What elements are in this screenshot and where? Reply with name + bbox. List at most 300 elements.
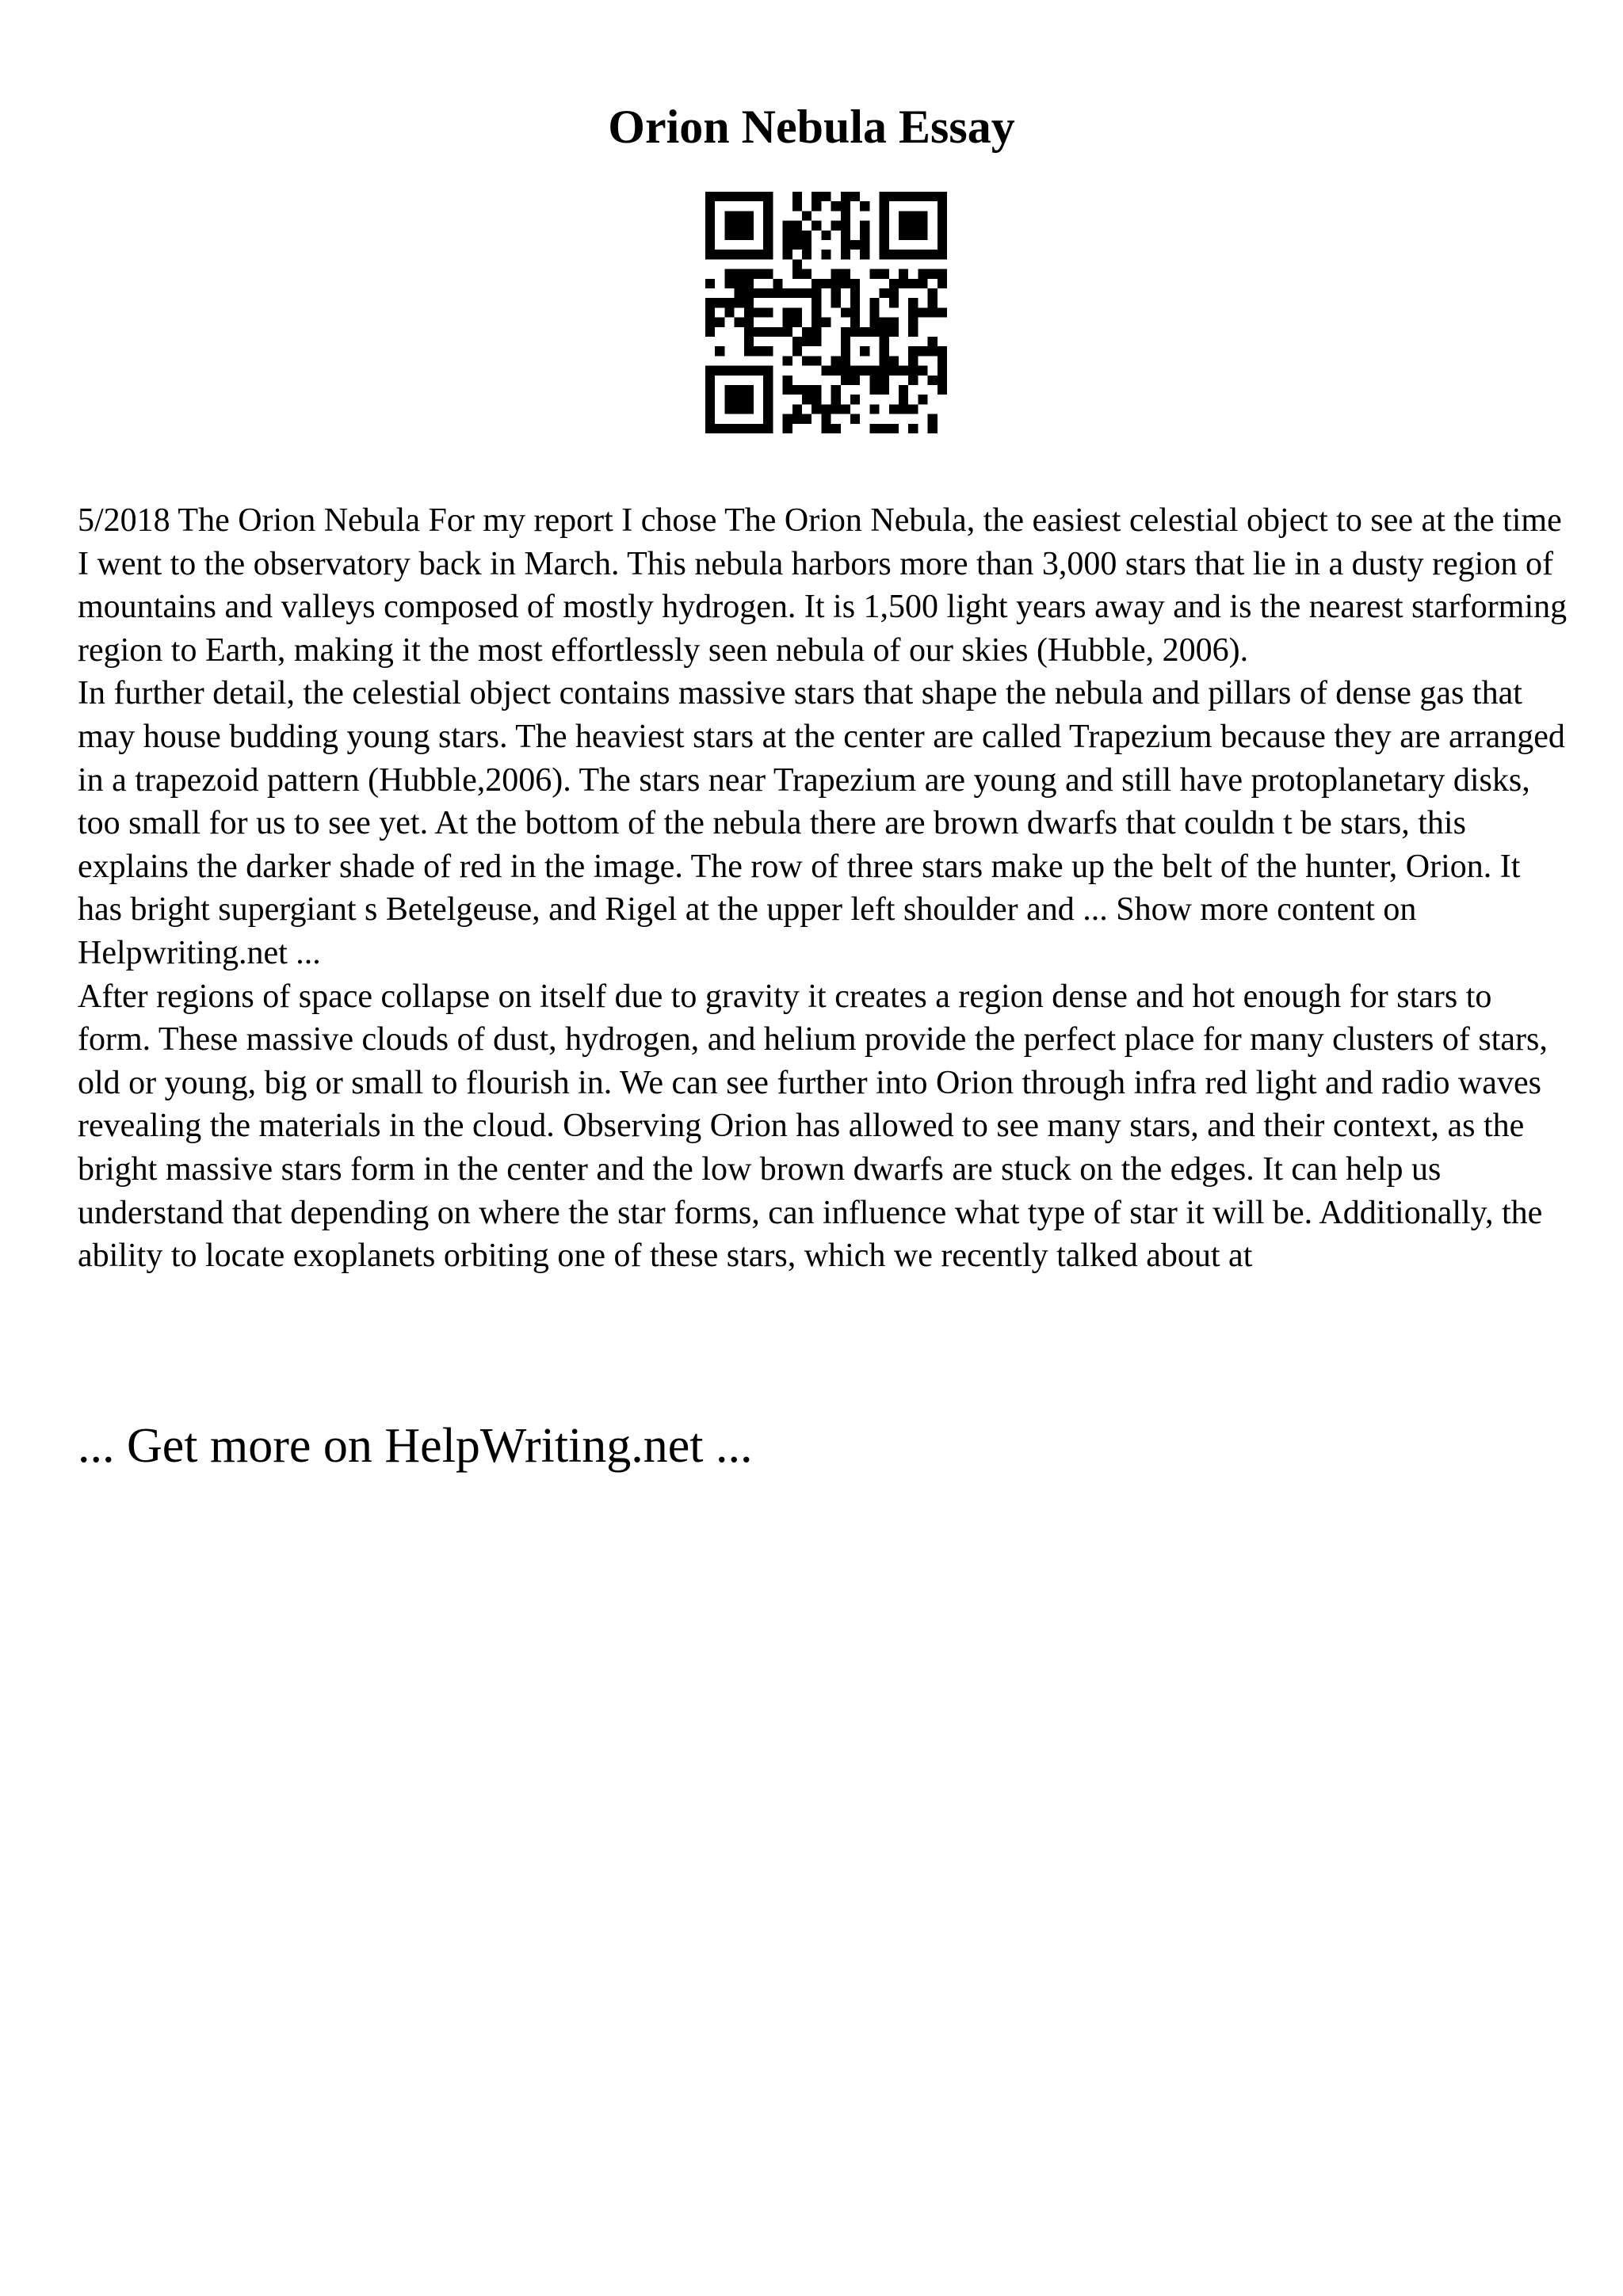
qr-module [744, 307, 754, 317]
qr-module [812, 221, 821, 231]
qr-module [928, 192, 938, 201]
qr-module [792, 240, 802, 250]
qr-module [938, 192, 947, 201]
qr-module [724, 298, 734, 307]
qr-module [880, 327, 889, 337]
qr-module [850, 414, 860, 424]
qr-module [850, 288, 860, 298]
qr-module [773, 327, 782, 337]
qr-module [850, 240, 860, 250]
qr-module [812, 318, 821, 327]
qr-module [735, 250, 744, 259]
qr-module [754, 346, 763, 356]
qr-module [715, 192, 724, 201]
qr-module [889, 250, 899, 259]
qr-module [735, 424, 744, 433]
qr-module [889, 424, 899, 433]
qr-module [744, 288, 754, 298]
qr-module [744, 250, 754, 259]
qr-module [880, 269, 889, 279]
qr-module [821, 366, 831, 376]
qr-module [889, 327, 899, 337]
qr-module [938, 307, 947, 317]
qr-module [880, 192, 889, 201]
qr-module [850, 307, 860, 317]
qr-module [705, 211, 715, 220]
qr-code-icon[interactable] [705, 192, 947, 433]
qr-module [783, 250, 792, 259]
qr-module [724, 395, 734, 404]
qr-module [908, 327, 918, 337]
qr-module [783, 240, 792, 250]
qr-module [735, 395, 744, 404]
qr-module [918, 366, 927, 376]
qr-module [850, 366, 860, 376]
qr-module [812, 356, 821, 365]
qr-module [860, 231, 869, 240]
qr-module [908, 356, 918, 365]
qr-module [938, 279, 947, 288]
qr-module [802, 231, 812, 240]
qr-module [724, 404, 734, 414]
qr-module [763, 385, 773, 395]
qr-module [724, 366, 734, 376]
qr-module [812, 192, 821, 201]
qr-module [705, 385, 715, 395]
qr-module [869, 269, 879, 279]
qr-module [705, 414, 715, 424]
qr-module [860, 366, 869, 376]
qr-module [841, 211, 850, 220]
qr-module [821, 404, 831, 414]
qr-module [792, 318, 802, 327]
qr-module [812, 307, 821, 317]
qr-module [831, 366, 841, 376]
qr-module [754, 288, 763, 298]
qr-module [841, 404, 850, 414]
qr-module [860, 327, 869, 337]
qr-module [763, 307, 773, 317]
qr-module [938, 366, 947, 376]
qr-module [841, 231, 850, 240]
qr-module [802, 288, 812, 298]
qr-module [938, 211, 947, 220]
qr-module [715, 346, 724, 356]
qr-module [908, 231, 918, 240]
qr-module [705, 376, 715, 385]
qr-module [860, 240, 869, 250]
qr-module [744, 231, 754, 240]
qr-module [821, 424, 831, 433]
qr-module [812, 385, 821, 395]
qr-module [821, 250, 831, 259]
qr-module [763, 414, 773, 424]
qr-module [899, 395, 908, 404]
qr-module [831, 221, 841, 231]
qr-module [735, 231, 744, 240]
qr-module [938, 376, 947, 385]
qr-module [860, 201, 869, 211]
qr-module [735, 211, 744, 220]
qr-module [928, 307, 938, 317]
qr-module [802, 269, 812, 279]
qr-module [938, 221, 947, 231]
qr-module [705, 250, 715, 259]
qr-module [841, 279, 850, 288]
qr-module [783, 385, 792, 395]
qr-module [869, 298, 879, 307]
qr-module [880, 211, 889, 220]
qr-module [850, 192, 860, 201]
qr-module [928, 250, 938, 259]
qr-module [763, 346, 773, 356]
qr-module [735, 269, 744, 279]
qr-module [918, 279, 927, 288]
qr-module [763, 395, 773, 404]
qr-module [918, 307, 927, 317]
qr-module [889, 356, 899, 365]
qr-module [783, 376, 792, 385]
qr-module [889, 404, 899, 414]
qr-module [831, 201, 841, 211]
qr-module [812, 404, 821, 414]
qr-module [802, 356, 812, 365]
qr-module [850, 298, 860, 307]
qr-module [735, 298, 744, 307]
qr-module [880, 356, 889, 365]
qr-module [705, 298, 715, 307]
qr-module [783, 221, 792, 231]
qr-module [792, 337, 802, 346]
qr-module [899, 404, 908, 414]
qr-module [744, 298, 754, 307]
qr-module [792, 404, 802, 414]
qr-module [792, 269, 802, 279]
qr-module [754, 327, 763, 337]
qr-module [802, 337, 812, 346]
qr-module [763, 327, 773, 337]
qr-module [783, 424, 792, 433]
qr-module [724, 307, 734, 317]
qr-module [831, 395, 841, 404]
qr-module [802, 250, 812, 259]
qr-module [744, 366, 754, 376]
qr-module [705, 318, 715, 327]
qr-module [889, 279, 899, 288]
qr-module [841, 201, 850, 211]
qr-module [908, 346, 918, 356]
qr-module [792, 192, 802, 201]
qr-module [908, 221, 918, 231]
qr-module [850, 327, 860, 337]
qr-module [841, 240, 850, 250]
qr-module [908, 424, 918, 433]
qr-module [889, 298, 899, 307]
qr-module [880, 337, 889, 346]
document-title: Orion Nebula Essay [608, 101, 1015, 153]
qr-module [889, 288, 899, 298]
qr-module [724, 192, 734, 201]
qr-module [754, 192, 763, 201]
qr-module [735, 385, 744, 395]
get-more-link[interactable]: ... Get more on HelpWriting.net ... [78, 1419, 753, 1473]
essay-body [78, 499, 1568, 1278]
qr-module [821, 231, 831, 240]
qr-module [850, 395, 860, 404]
qr-module [880, 221, 889, 231]
qr-module [705, 327, 715, 337]
qr-module [899, 269, 908, 279]
qr-module [744, 211, 754, 220]
qr-module [880, 346, 889, 356]
qr-module [744, 337, 754, 346]
qr-module [802, 327, 812, 337]
qr-module [938, 250, 947, 259]
qr-module [841, 269, 850, 279]
qr-module [928, 346, 938, 356]
qr-module [841, 307, 850, 317]
qr-module [773, 288, 782, 298]
qr-module [763, 404, 773, 414]
qr-module [918, 250, 927, 259]
qr-module [744, 192, 754, 201]
qr-module [889, 318, 899, 327]
qr-module [715, 424, 724, 433]
qr-module [744, 404, 754, 414]
qr-module [783, 307, 792, 317]
qr-module [899, 221, 908, 231]
qr-module [735, 279, 744, 288]
qr-module [889, 366, 899, 376]
qr-module [763, 376, 773, 385]
qr-module [724, 279, 734, 288]
qr-module [880, 231, 889, 240]
qr-module [812, 337, 821, 346]
qr-module [763, 269, 773, 279]
qr-module [880, 288, 889, 298]
qr-module [792, 385, 802, 395]
qr-module [880, 424, 889, 433]
qr-module [938, 346, 947, 356]
qr-module [899, 231, 908, 240]
qr-module [928, 337, 938, 346]
qr-module [918, 211, 927, 220]
qr-module [918, 192, 927, 201]
qr-module [705, 231, 715, 240]
qr-module [744, 395, 754, 404]
qr-module [735, 366, 744, 376]
qr-module [908, 250, 918, 259]
qr-module [938, 269, 947, 279]
qr-module [869, 366, 879, 376]
qr-module [763, 231, 773, 240]
qr-module [763, 192, 773, 201]
qr-module [705, 279, 715, 288]
qr-module [841, 327, 850, 337]
qr-module [763, 250, 773, 259]
qr-module [705, 424, 715, 433]
qr-module [928, 424, 938, 433]
qr-module [735, 192, 744, 201]
qr-module [744, 327, 754, 337]
qr-module [724, 269, 734, 279]
qr-module [850, 279, 860, 288]
qr-module [899, 250, 908, 259]
qr-module [754, 366, 763, 376]
qr-module [889, 192, 899, 201]
qr-module [744, 318, 754, 327]
qr-module [860, 250, 869, 259]
essay-paragraph-3: After regions of space collapse on itself due to gravity it creates a region dense and hot enough for stars to form. These massive clouds of dust, hydrogen, and helium provide the perfect place for many clusters of stars, old or young, big or small to flourish in. We can see further into Orion through infra red light and radio waves revealing the materials in the cloud. Observing Orion has allowed to see many stars, and their context, as the bright massive stars form in the center and the low brown dwarfs are stuck on the edges. It can help us understand that depending on where the star forms, can influence what type of star it will be. Additionally, the ability to locate exoplanets orbiting one of these stars, which we recently talked about at [78, 978, 1548, 1275]
qr-module [880, 201, 889, 211]
qr-module [860, 221, 869, 231]
qr-module [802, 240, 812, 250]
qr-module [754, 424, 763, 433]
qr-module [918, 221, 927, 231]
qr-module [802, 385, 812, 395]
qr-module [908, 307, 918, 317]
qr-module [938, 231, 947, 240]
qr-module [812, 298, 821, 307]
qr-module [841, 356, 850, 365]
essay-paragraph-2: In further detail, the celestial object contains massive stars that shape the nebula and pillars of dense gas that may house budding young stars. The heaviest stars at the center are called Trapezium because they are arranged in a trapezoid pattern (Hubble,2006). The stars near Trapezium are young and still have protoplanetary disks, too small for us to see yet. At the bottom of the nebula there are brown dwarfs that couldn t be stars, this explains the darker shade of red in the image. The row of three stars make up the belt of the hunter, Orion. It has bright supergiant s Betelgeuse, and Rigel at the upper left shoulder and ... Show more content on Helpwriting.net ... [78, 675, 1565, 971]
qr-module [831, 279, 841, 288]
qr-module [744, 346, 754, 356]
qr-module [869, 376, 879, 385]
qr-module [880, 240, 889, 250]
qr-module [724, 250, 734, 259]
qr-module [938, 201, 947, 211]
qr-module [705, 307, 715, 317]
qr-module [869, 327, 879, 337]
qr-module [744, 269, 754, 279]
qr-module [812, 201, 821, 211]
qr-module [821, 414, 831, 424]
qr-module [908, 366, 918, 376]
qr-module [918, 231, 927, 240]
essay-paragraph-1: 5/2018 The Orion Nebula For my report I chose The Orion Nebula, the easiest celestial object to see at the time I went to the observatory back in March. This nebula harbors more than 3,000 stars that lie in a dusty region of mountains and valleys composed of mostly hydrogen. It is 1,500 light years away and is the nearest starforming region to Earth, making it the most effortlessly seen nebula of our skies (Hubble, 2006). [78, 502, 1568, 669]
qr-module [783, 318, 792, 327]
qr-module [850, 376, 860, 385]
qr-module [763, 288, 773, 298]
qr-module [754, 307, 763, 317]
qr-module [869, 307, 879, 317]
qr-module [869, 404, 879, 414]
qr-module [831, 288, 841, 298]
qr-module [763, 424, 773, 433]
qr-module [860, 346, 869, 356]
qr-module [802, 395, 812, 404]
qr-module [841, 346, 850, 356]
qr-module [938, 385, 947, 395]
qr-module [763, 201, 773, 211]
qr-module [918, 346, 927, 356]
qr-module [928, 376, 938, 385]
qr-module [754, 269, 763, 279]
qr-module [841, 337, 850, 346]
qr-module [908, 404, 918, 414]
qr-module [918, 395, 927, 404]
qr-module [715, 250, 724, 259]
qr-module [724, 221, 734, 231]
qr-module [735, 288, 744, 298]
qr-module [908, 211, 918, 220]
qr-module [938, 356, 947, 365]
qr-module [841, 366, 850, 376]
qr-module [792, 201, 802, 211]
qr-module [869, 318, 879, 327]
qr-module [841, 250, 850, 259]
qr-module [841, 192, 850, 201]
qr-module [724, 385, 734, 395]
qr-module [802, 414, 812, 424]
qr-module [831, 356, 841, 365]
qr-module [705, 366, 715, 376]
qr-module [715, 366, 724, 376]
qr-module [850, 318, 860, 327]
qr-module [792, 221, 802, 231]
qr-module [792, 414, 802, 424]
qr-module [724, 424, 734, 433]
qr-module [735, 318, 744, 327]
qr-module [821, 279, 831, 288]
qr-module [841, 376, 850, 385]
qr-module [705, 201, 715, 211]
qr-module [754, 250, 763, 259]
qr-module [928, 269, 938, 279]
qr-module [763, 211, 773, 220]
qr-module [715, 298, 724, 307]
qr-module [744, 385, 754, 395]
qr-module [880, 250, 889, 259]
qr-module [783, 288, 792, 298]
qr-module [918, 269, 927, 279]
qr-module [792, 231, 802, 240]
qr-module [869, 385, 879, 395]
qr-module [744, 279, 754, 288]
qr-module [899, 385, 908, 395]
qr-module [802, 211, 812, 220]
qr-module [735, 221, 744, 231]
qr-module [908, 192, 918, 201]
qr-module [812, 327, 821, 337]
qr-module [724, 211, 734, 220]
qr-module [880, 376, 889, 385]
qr-module [899, 279, 908, 288]
qr-module [938, 240, 947, 250]
qr-module [908, 318, 918, 327]
qr-module [831, 269, 841, 279]
qr-module [928, 298, 938, 307]
qr-module [705, 221, 715, 231]
qr-module [792, 259, 802, 269]
qr-module [792, 307, 802, 317]
qr-module [724, 231, 734, 240]
qr-module [880, 366, 889, 376]
qr-module [831, 385, 841, 395]
qr-module [763, 221, 773, 231]
qr-module [899, 192, 908, 201]
qr-module [705, 240, 715, 250]
qr-module [821, 192, 831, 201]
qr-module [783, 327, 792, 337]
qr-module [783, 231, 792, 240]
qr-module [705, 192, 715, 201]
qr-module [880, 385, 889, 395]
qr-module [744, 424, 754, 433]
qr-module [705, 395, 715, 404]
qr-module [812, 395, 821, 404]
